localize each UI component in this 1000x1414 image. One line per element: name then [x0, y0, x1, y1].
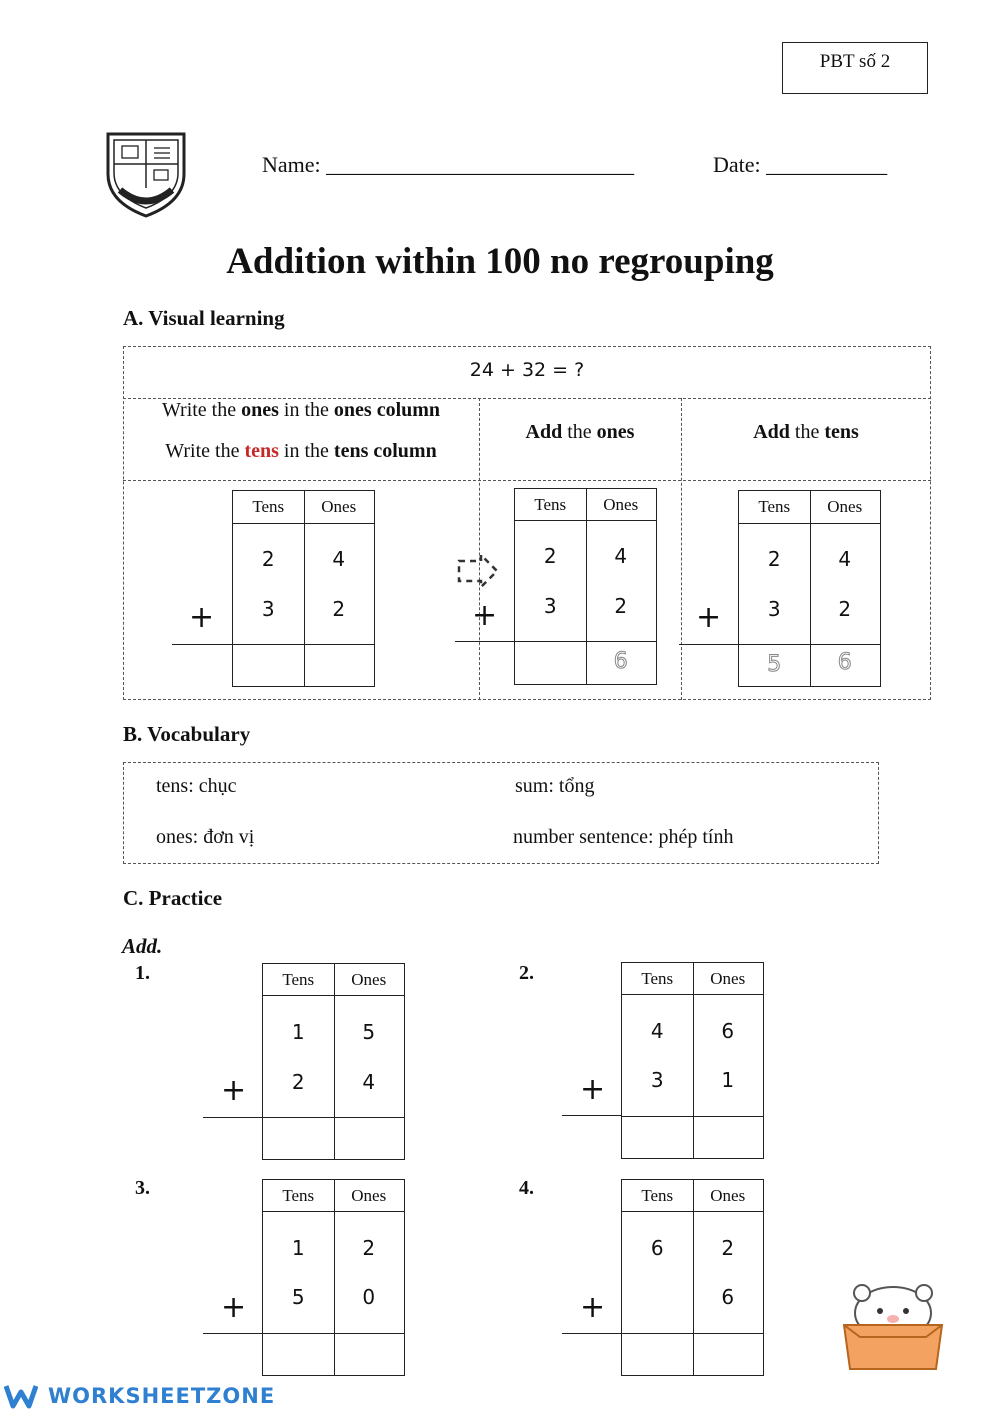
answer-row[interactable] [622, 1333, 763, 1334]
practice-instruction: Add. [122, 934, 163, 958]
dashed-arrow-icon [457, 553, 501, 589]
plus-sign: + [696, 600, 722, 635]
vocab-item: sum: tổng [515, 775, 595, 797]
practice-table-1: Tens Ones 1 5 2 4 [262, 963, 405, 1160]
problem-number: 4. [519, 1177, 534, 1199]
worksheet-number-badge: PBT số 2 [782, 42, 928, 94]
name-field[interactable]: Name: ____________________________ [262, 152, 635, 177]
plus-sign: + [221, 1073, 247, 1108]
section-a-heading: A. Visual learning [123, 306, 285, 330]
traced-digit: 6 [837, 650, 852, 675]
plus-sign: + [472, 598, 498, 633]
brand-name: WORKSHEETZONE [48, 1384, 276, 1408]
plus-sign: + [221, 1290, 247, 1325]
answer-row[interactable] [263, 1333, 404, 1334]
answer-row[interactable] [622, 1116, 763, 1117]
problem-number: 1. [135, 962, 150, 984]
section-b-heading: B. Vocabulary [123, 722, 251, 746]
brand-logo-icon [4, 1382, 38, 1410]
example-table-step3: Tens Ones 2 4 3 2 5 6 [738, 490, 881, 687]
plus-sign: + [189, 600, 215, 635]
vocab-item: tens: chục [156, 775, 237, 797]
traced-digit: 5 [767, 652, 782, 677]
step3-instruction: Add the tens [753, 421, 859, 443]
practice-table-2: Tens Ones 4 6 3 1 [621, 962, 764, 1159]
step1-instruction: Write the ones in the ones column Write the tens in the tens column [161, 399, 441, 462]
brand-watermark [0, 1378, 320, 1414]
problem-number: 3. [135, 1177, 150, 1199]
problem-number: 2. [519, 962, 534, 984]
vocab-item: number sentence: phép tính [513, 826, 734, 848]
step2-instruction: Add the ones [525, 421, 635, 443]
traced-digit: 6 [613, 649, 628, 674]
example-equation: 24 + 32 = ? [469, 359, 585, 381]
plus-sign: + [580, 1290, 606, 1325]
school-logo [100, 128, 192, 220]
date-field[interactable]: Date: ___________ [713, 152, 888, 177]
answer-row[interactable] [263, 1117, 404, 1118]
section-c-heading: C. Practice [123, 886, 223, 910]
plus-sign: + [580, 1072, 606, 1107]
practice-table-4: Tens Ones 6 2 6 [621, 1179, 764, 1376]
mascot-in-box-icon [838, 1283, 948, 1373]
page-title: Addition within 100 no regrouping [226, 241, 774, 282]
practice-table-3: Tens Ones 1 2 5 0 [262, 1179, 405, 1376]
vocab-item: ones: đơn vị [156, 826, 255, 848]
example-table-step1: Tens Ones 2 4 3 2 [232, 490, 375, 687]
example-table-step2: Tens Ones 2 4 3 2 6 [514, 488, 657, 685]
